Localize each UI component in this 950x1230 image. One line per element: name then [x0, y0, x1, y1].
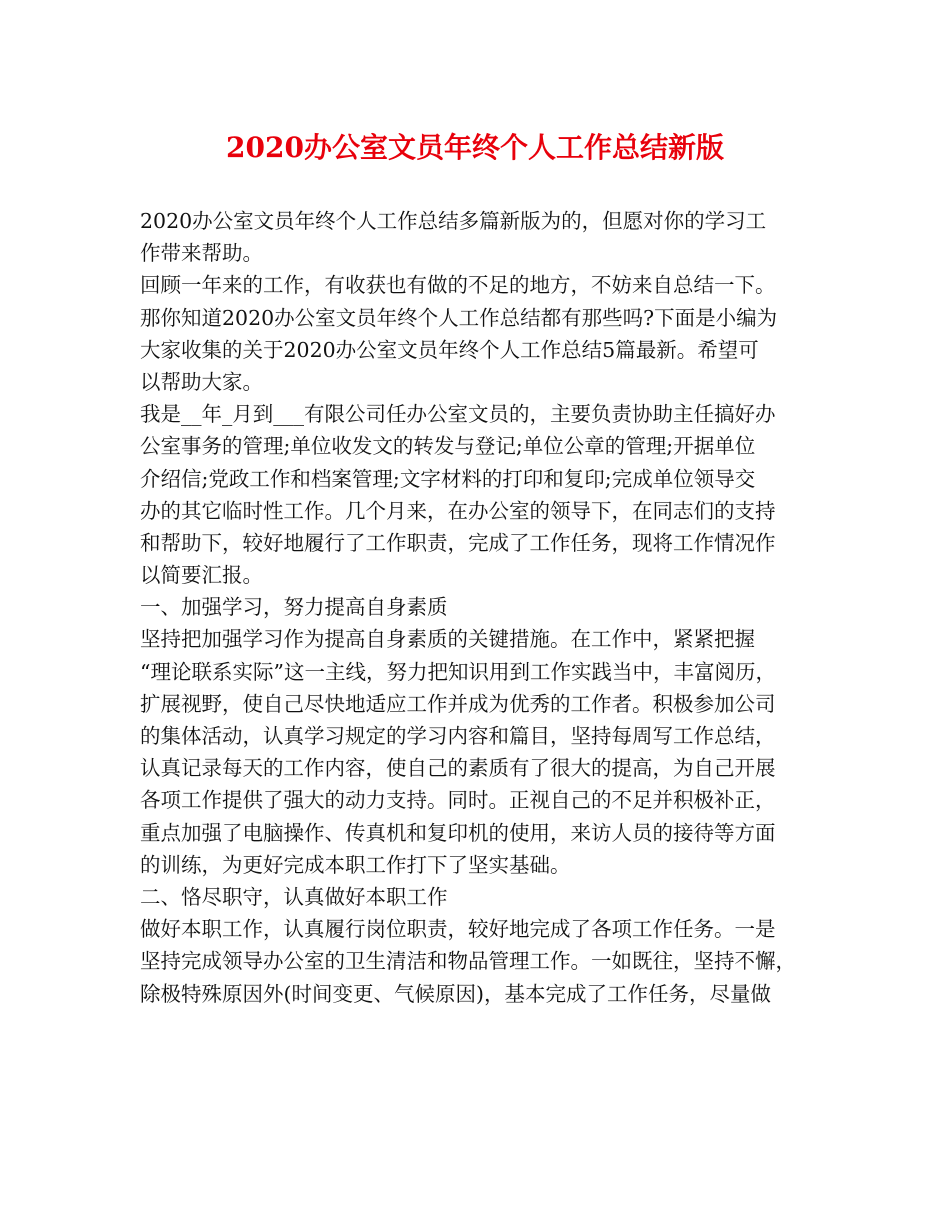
body-line: 的集体活动，认真学习规定的学习内容和篇目，坚持每周写工作总结，	[140, 724, 776, 748]
body-line: 坚持完成领导办公室的卫生清洁和物品管理工作。一如既往，坚持不懈，	[140, 949, 796, 974]
body-line: 以帮助大家。	[140, 369, 263, 394]
body-line: 除极特殊原因外(时间变更、气候原因)，基本完成了工作任务，尽量做	[140, 981, 771, 1006]
body-line: 以简要汇报。	[140, 563, 263, 588]
body-line: 我是__年_月到___有限公司任办公室文员的，主要负责协助主任搞好办	[140, 402, 776, 427]
section-heading: 一、加强学习，努力提高自身素质	[140, 595, 448, 620]
body-line: 介绍信;党政工作和档案管理;文字材料的打印和复印;完成单位领导交	[140, 466, 756, 491]
body-line: 大家收集的关于2020办公室文员年终个人工作总结5篇最新。希望可	[140, 337, 759, 362]
body-line: 的训练，为更好完成本职工作打下了坚实基础。	[140, 852, 571, 877]
body-line: 回顾一年来的工作，有收获也有做的不足的地方，不妨来自总结一下。	[140, 273, 776, 298]
body-line: 坚持把加强学习作为提高自身素质的关键措施。在工作中，紧紧把握	[140, 627, 755, 652]
body-line: 做好本职工作，认真履行岗位职责，较好地完成了各项工作任务。一是	[140, 917, 776, 942]
body-line: 重点加强了电脑操作、传真机和复印机的使用，来访人员的接待等方面	[140, 820, 776, 845]
section-heading: 二、恪尽职守，认真做好本职工作	[140, 884, 448, 909]
document-body	[140, 205, 830, 1010]
document-title: 2020办公室文员年终个人工作总结新版	[226, 131, 724, 164]
body-line: “理论联系实际”这一主线，努力把知识用到工作实践当中，丰富阅历，	[140, 659, 776, 684]
body-line: 那你知道2020办公室文员年终个人工作总结都有那些吗?下面是小编为	[140, 305, 778, 330]
body-line: 扩展视野，使自己尽快地适应工作并成为优秀的工作者。积极参加公司	[140, 691, 776, 716]
body-line: 2020办公室文员年终个人工作总结多篇新版为的，但愿对你的学习工	[140, 209, 767, 233]
body-line: 和帮助下，较好地履行了工作职责，完成了工作任务，现将工作情况作	[140, 530, 776, 555]
body-line: 作带来帮助。	[140, 241, 263, 266]
body-line: 认真记录每天的工作内容，使自己的素质有了很大的提高，为自己开展	[140, 756, 776, 781]
body-line: 办的其它临时性工作。几个月来，在办公室的领导下，在同志们的支持	[140, 498, 776, 523]
body-line: 公室事务的管理;单位收发文的转发与登记;单位公章的管理;开据单位	[140, 434, 756, 459]
body-line: 各项工作提供了强大的动力支持。同时。正视自己的不足并积极补正，	[140, 788, 776, 813]
